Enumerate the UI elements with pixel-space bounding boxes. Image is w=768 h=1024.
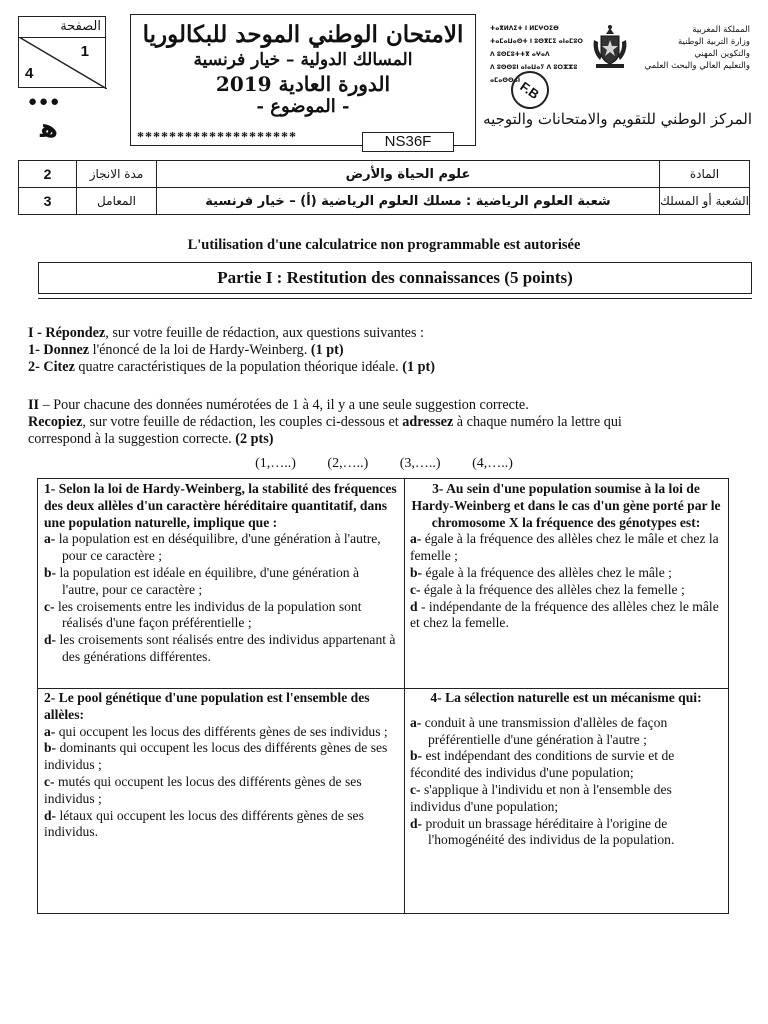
info-row-subject	[19, 161, 750, 188]
mcq-option	[410, 531, 722, 565]
duration-value: 2	[19, 161, 77, 188]
coat-of-arms-icon	[590, 24, 630, 70]
mcq-table	[37, 478, 729, 914]
q2-keyword: 2- Citez	[28, 359, 75, 375]
intro-text: , sur votre feuille de rédaction, aux questions suivantes :	[105, 325, 424, 341]
mcq-cell-3	[404, 479, 728, 688]
q1-text: l'énoncé de la loi de Hardy-Weinberg.	[89, 342, 311, 358]
ministry-line: المملكة المغربية	[692, 25, 750, 35]
mcq-3-stem: 3- Au sein d'une population soumise à la loi de Hardy-Weinberg et dans le cas d'un gène porté par le chromosome X la fréquence des génotypes est:	[411, 481, 721, 530]
page-total: 4	[25, 65, 34, 82]
ministry-line: والتعليم العالي والبحث العلمي	[644, 61, 750, 71]
option-text: égale à la fréquence des allèles chez la femelle ;	[420, 581, 685, 597]
option-text: conduit à une transmission d'allèles de façon préférentielle d'une génération à l'autre ;	[421, 714, 668, 747]
option-text: produit un brassage héréditaire à l'origine de l'homogénéité des individus de la population.	[422, 815, 675, 848]
duration-label: مدة الانجاز	[77, 161, 157, 188]
option-letter: c-	[410, 781, 421, 797]
q1-keyword: 1- Donnez	[28, 342, 90, 358]
adressez-keyword: adressez	[402, 414, 454, 430]
q1-points: (1 pt)	[310, 342, 344, 358]
ministry-line: والتكوين المهني	[694, 49, 750, 59]
option-text: qui occupent les locus des différents gènes de ses individus ;	[55, 723, 388, 739]
section-2	[28, 397, 752, 448]
intro-keyword: I - Répondez	[28, 325, 106, 341]
part-title-box	[38, 262, 752, 294]
session-code-glyph: ﻫ	[40, 114, 59, 144]
coefficient-value: 3	[19, 188, 77, 215]
page-indicator-box	[18, 16, 106, 88]
subject-value: علوم الحياة والأرض	[157, 161, 660, 188]
option-text: égale à la fréquence des allèles chez le mâle ;	[422, 564, 672, 580]
exam-header	[18, 14, 750, 156]
option-letter: a-	[410, 714, 422, 730]
section-2-text: – Pour chacune des données numérotées de 1 à 4, il y a une seule suggestion correcte.	[39, 397, 529, 413]
mcq-option	[410, 715, 722, 749]
option-letter: d-	[44, 632, 57, 648]
exam-title: الامتحان الوطني الموحد للبكالوريا	[142, 21, 464, 48]
option-text: égale à la fréquence des allèles chez le mâle et chez la femelle ;	[410, 531, 719, 564]
option-text: s'applique à l'individu et non à l'ensemble des individus d'une population;	[410, 781, 672, 814]
mcq-option	[44, 531, 398, 565]
exam-code: NS36F	[362, 132, 454, 152]
answer-pairs	[0, 456, 768, 472]
option-letter: c-	[410, 581, 421, 597]
answer-pair: (1,…..)	[255, 456, 296, 471]
answer-pair: (4,…..)	[472, 456, 513, 471]
mcq-option	[44, 808, 398, 842]
section-2-text: à chaque numéro la lettre qui	[453, 414, 622, 430]
option-letter: a-	[44, 723, 56, 739]
option-letter: a-	[44, 531, 56, 547]
exam-subject-label: - الموضوع -	[256, 96, 350, 117]
stars-row: ********************	[137, 130, 297, 145]
option-letter: d-	[44, 807, 57, 823]
section-1-intro	[28, 325, 752, 342]
track-value: شعبة العلوم الرياضية : مسلك العلوم الرياضية (أ) – خيار فرنسية	[157, 188, 660, 215]
q2-points: (1 pt)	[402, 359, 435, 375]
answer-pair: (3,…..)	[399, 456, 441, 471]
option-letter: a-	[410, 531, 422, 547]
mcq-cell-2	[38, 688, 404, 913]
tifinagh-line: ⴷ ⵓⵙⵙⵓⵏ ⴰⵏⴰⵡⴰⵢ ⴷ ⵓⵔⵣⵣⵓ ⴰⵎⴰⵙⵙⴰⵏ	[490, 64, 578, 84]
section-2-text: , sur votre feuille de rédaction, les couples ci-dessous et	[82, 414, 403, 430]
tifinagh-line: ⵜⴰⵎⴰⵡⴰⵙⵜ ⵏ ⵓⵙⴳⵎⵉ ⴰⵏⴰⵎⵓⵔ	[490, 38, 583, 45]
mcq-option	[44, 599, 398, 633]
option-text: - indépendante de la fréquence des allèles chez le mâle et chez la femelle.	[410, 598, 719, 631]
option-letter: d	[410, 598, 418, 614]
option-text: dominants qui occupent les locus des différents gènes de ses individus ;	[44, 740, 388, 773]
calculator-note: L'utilisation d'une calculatrice non programmable est autorisée	[187, 237, 581, 253]
section-2-numeral: II	[28, 397, 40, 413]
track-label: الشعبة أو المسلك	[660, 188, 750, 215]
evaluation-center-name: المركز الوطني للتقويم والامتحانات والتوجيه	[483, 110, 752, 128]
exam-session: الدورة العادية 2019	[215, 72, 391, 96]
option-letter: b-	[410, 564, 423, 580]
option-text: mutés qui occupent les locus des différents gènes de ses individus ;	[44, 773, 362, 806]
page-label: الصفحة	[60, 19, 101, 34]
mcq-1-stem: 1- Selon la loi de Hardy-Weinberg, la stabilité des fréquences des deux allèles d'un caractère héréditaire quantitatif, dans une population naturelle, implique que :	[44, 481, 397, 530]
option-letter: b-	[410, 748, 423, 764]
tifinagh-line: ⵜⴰⴳⵍⴷⵉⵜ ⵏ ⵍⵎⵖⵔⵉⴱ	[490, 25, 559, 32]
section-2-line-3	[28, 431, 752, 448]
section-2-text: correspond à la suggestion correcte.	[28, 431, 236, 447]
part-underline	[38, 298, 752, 299]
option-letter: d-	[410, 815, 423, 831]
option-letter: c-	[44, 598, 55, 614]
option-text: la population est en déséquilibre, d'une génération à l'autre, pour ce caractère ;	[55, 531, 381, 564]
mcq-2-stem: 2- Le pool génétique d'une population est l'ensemble des allèles:	[44, 690, 370, 722]
option-text: est indépendant des conditions de survie et de fécondité des individus d'une population;	[410, 748, 675, 781]
mcq-option	[44, 632, 398, 666]
info-row-track	[19, 188, 750, 215]
section-2-points: (2 pts)	[235, 431, 274, 447]
part-title: Partie I : Restitution des connaissances (5 points)	[217, 268, 573, 287]
question-1	[28, 342, 752, 359]
option-text: les croisements entre les individus de la population sont réalisés d'une façon préférentielle ;	[54, 598, 362, 631]
mcq-option	[44, 740, 398, 774]
page-number: 1	[80, 43, 89, 60]
mcq-option	[410, 748, 722, 782]
section-2-line-1	[28, 397, 752, 414]
exam-info-table	[18, 160, 750, 215]
mcq-option	[410, 565, 722, 582]
mcq-cell-4	[404, 688, 728, 913]
answer-pair: (2,…..)	[327, 456, 369, 471]
question-2	[28, 359, 752, 376]
q2-text: quatre caractéristiques de la population théorique idéale.	[74, 359, 403, 375]
exam-tracks: المسالك الدولية – خيار فرنسية	[193, 50, 413, 70]
mcq-option	[410, 816, 722, 850]
section-2-line-2	[28, 414, 752, 431]
mcq-option	[410, 782, 722, 816]
recopiez-keyword: Recopiez	[28, 414, 83, 430]
option-letter: b-	[44, 564, 57, 580]
mcq-option	[44, 724, 398, 741]
section-1	[28, 325, 752, 376]
mcq-option	[44, 565, 398, 599]
mcq-option	[44, 774, 398, 808]
ministry-line: وزارة التربية الوطنية	[677, 37, 750, 47]
session-dots: ●●●	[28, 94, 62, 110]
option-text: la population est idéale en équilibre, d'une génération à l'autre, pour ce caractère ;	[56, 564, 360, 597]
option-text: les croisements sont réalisés entre des individus appartenant à des générations différentes.	[56, 632, 396, 664]
mcq-option	[410, 582, 722, 599]
option-letter: b-	[44, 740, 57, 756]
mcq-cell-1	[38, 479, 404, 688]
ministry-name	[632, 24, 750, 72]
coefficient-label: المعامل	[77, 188, 157, 215]
mcq-4-stem: 4- La sélection naturelle est un mécanisme qui:	[430, 690, 702, 705]
tifinagh-line: ⴷ ⵓⵙⵎⵓⵜⵜⴳ ⴰⵖⴰⴷ	[490, 51, 550, 58]
subject-label: المادة	[660, 161, 750, 188]
mcq-option	[410, 599, 722, 633]
option-letter: c-	[44, 773, 55, 789]
option-text: létaux qui occupent les locus des différents gènes de ses individus.	[44, 807, 364, 840]
option-badge: F.B	[504, 64, 557, 117]
tifinagh-ministry-text	[490, 22, 585, 87]
